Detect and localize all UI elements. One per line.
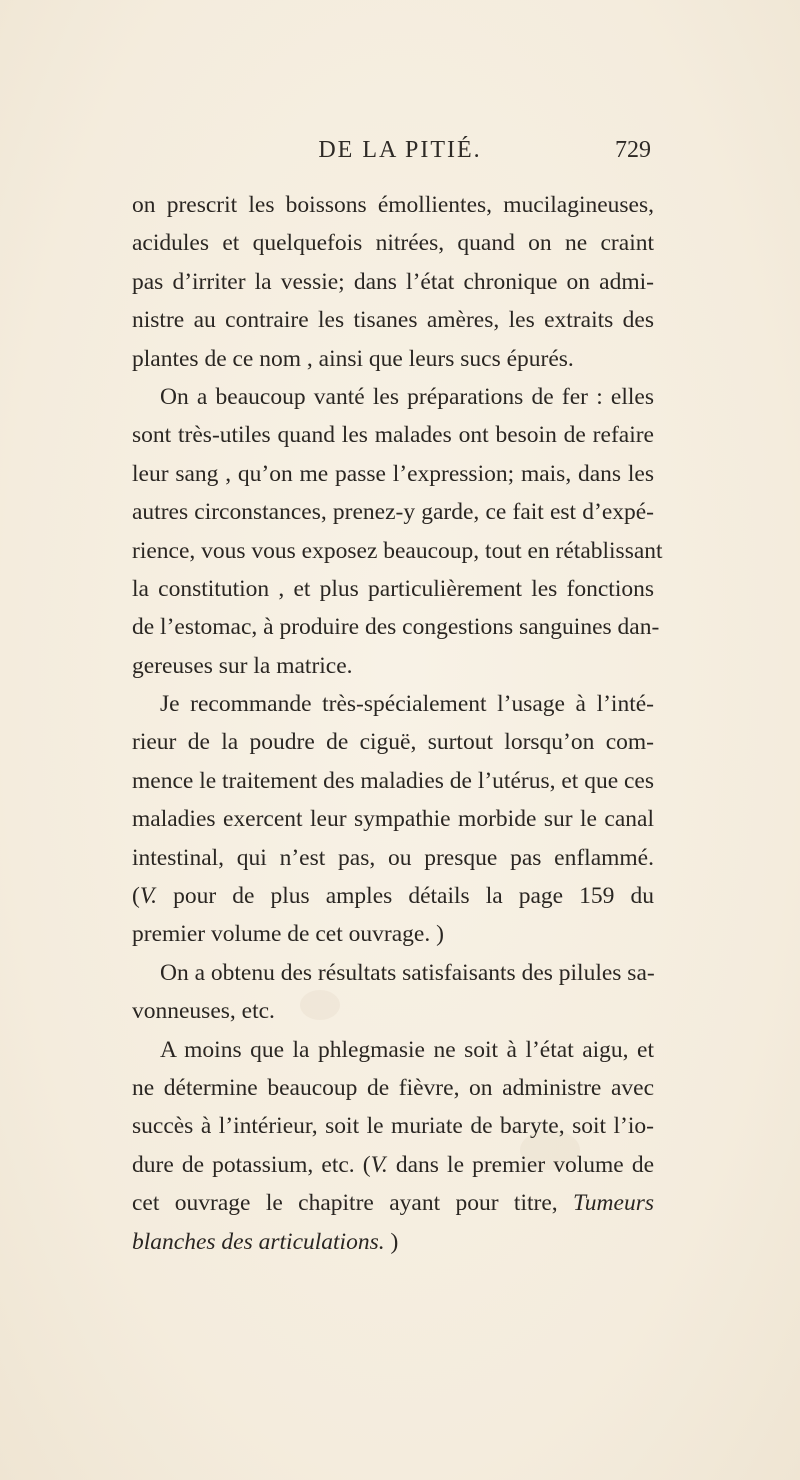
text-line: premier volume de cet ouvrage. ) xyxy=(132,921,444,948)
text-line: leur sang , qu’on me passe l’expression; mais, dans les xyxy=(132,460,654,487)
text-line: on prescrit les boissons émollientes, mucilagineuses, xyxy=(132,192,654,218)
text-line: sont très-utiles quand les malades ont besoin de refaire xyxy=(132,422,654,449)
body-text xyxy=(132,186,663,1261)
text-line: la constitution , et plus particulièrement les fonctions xyxy=(132,575,654,602)
text-line: succès à l’intérieur, soit le muriate de baryte, soit l’io- xyxy=(132,1113,654,1140)
text-line: dure de potassium, etc. (V. dans le premier volume de xyxy=(132,1151,654,1178)
text-line: vonneuses, etc. xyxy=(132,998,275,1025)
text-line: de l’estomac, à produire des congestions sanguines dan- xyxy=(132,614,660,641)
text-line: On a beaucoup vanté les préparations de fer : elles xyxy=(160,383,654,410)
text-line: nistre au contraire les tisanes amères, les extraits des xyxy=(132,307,654,334)
text-line: intestinal, qui n’est pas, ou presque pas enflammé. xyxy=(132,844,654,871)
text-line: rieur de la poudre de ciguë, surtout lorsqu’on com- xyxy=(132,729,654,756)
text-line: pas d’irriter la vessie; dans l’état chronique on admi- xyxy=(132,268,654,295)
text-line: ne détermine beaucoup de fièvre, on administre avec xyxy=(132,1074,654,1101)
text-line: cet ouvrage le chapitre ayant pour titre, Tumeurs xyxy=(132,1190,654,1217)
running-head: DE LA PITIÉ. xyxy=(318,137,482,163)
text-line: maladies exercent leur sympathie morbide sur le canal xyxy=(132,806,654,833)
page-number: 729 xyxy=(615,137,651,163)
text-line: autres circonstances, prenez-y garde, ce fait est d’expé- xyxy=(132,499,654,526)
text-line: rience, vous vous exposez beaucoup, tout en rétablissant xyxy=(132,537,663,564)
page-header xyxy=(0,137,800,171)
text-line: blanches des articulations. ) xyxy=(132,1228,399,1255)
text-line: (V. pour de plus amples détails la page 159 du xyxy=(132,883,654,910)
text-line: plantes de ce nom , ainsi que leurs sucs épurés. xyxy=(132,345,574,372)
text-line: gereuses sur la matrice. xyxy=(132,652,353,679)
text-line: A moins que la phlegmasie ne soit à l’état aigu, et xyxy=(160,1036,654,1063)
text-line: mence le traitement des maladies de l’utérus, et que ces xyxy=(132,767,655,794)
text-line: acidules et quelquefois nitrées, quand on ne craint xyxy=(132,230,654,257)
text-line: On a obtenu des résultats satisfaisants des pilules sa- xyxy=(160,959,655,986)
text-line: Je recommande très-spécialement l’usage à l’inté- xyxy=(160,691,654,718)
